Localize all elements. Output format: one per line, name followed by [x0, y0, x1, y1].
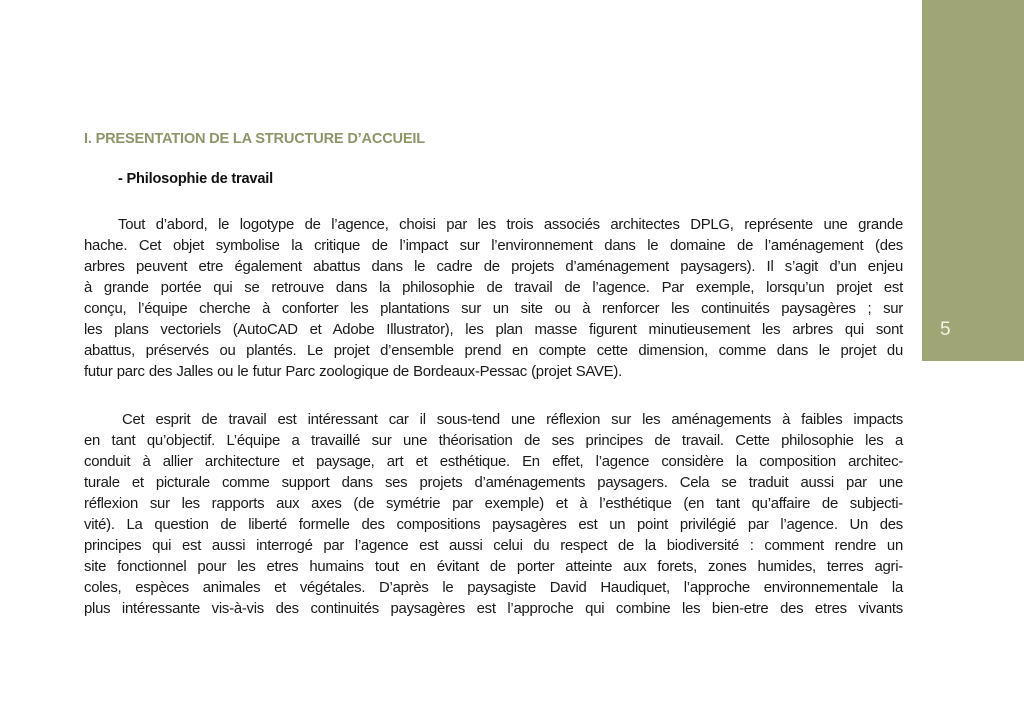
text-line: les plans vectoriels (AutoCAD et Adobe Illustrator), les plan masse figurent minutieusement les arbres qui sont — [84, 322, 903, 338]
page-side-band — [922, 0, 1024, 361]
paragraph-1 — [84, 215, 903, 383]
text-line: à grande portée qui se retrouve dans la philosophie de travail de l’agence. Par exemple, lorsqu’un projet est — [84, 280, 903, 296]
text-line: site fonctionnel pour les etres humains tout en évitant de porter atteinte aux forets, zones humides, terres agri- — [84, 559, 903, 575]
text-line: conçu, l’équipe cherche à conforter les plantations sur un site ou à renforcer les continuités paysagères ; sur — [84, 301, 903, 317]
text-line: arbres peuvent etre également abattus dans le cadre de projets d’aménagement paysagers). Il s’agit d’un enjeu — [84, 259, 903, 275]
text-line: turale et picturale comme support dans ses projets d’aménagements paysagers. Cela se traduit aussi par une — [84, 475, 903, 491]
text-line: réflexion sur les rapports aux axes (de symétrie par exemple) et à l’esthétique (en tant qu’affaire de subjecti- — [84, 496, 903, 512]
text-line: hache. Cet objet symbolise la critique de l’impact sur l’environnement dans le domaine de l’aménagement (des — [84, 238, 903, 254]
text-line: futur parc des Jalles ou le futur Parc zoologique de Bordeaux-Pessac (projet SAVE). — [84, 364, 622, 380]
text-line: abattus, préservés ou plantés. Le projet d’ensemble prend en compte cette dimension, comme dans le projet du — [84, 343, 903, 359]
paragraph-2 — [84, 410, 903, 620]
sub-heading: - Philosophie de travail — [118, 171, 273, 187]
text-line: plus intéressante vis-à-vis des continuités paysagères est l’approche qui combine les bien-etre des etres vivants — [84, 601, 903, 617]
text-line: vité). La question de liberté formelle des compositions paysagères est un point privilégié par l’agence. Un des — [84, 517, 903, 533]
text-line: conduit à allier architecture et paysage, art et esthétique. En effet, l’agence considère la composition architec- — [84, 454, 903, 470]
text-line: Tout d’abord, le logotype de l’agence, choisi par les trois associés architectes DPLG, représente une grande — [118, 217, 903, 233]
page-number: 5 — [940, 319, 951, 340]
text-line: en tant qu’objectif. L’équipe a travaillé sur une théorisation de ses principes de travail. Cette philosophie les a — [84, 433, 903, 449]
text-line: Cet esprit de travail est intéressant car il sous-tend une réflexion sur les aménagements à faibles impacts — [122, 412, 903, 428]
text-line: principes qui est aussi interrogé par l’agence est aussi celui du respect de la biodiversité : comment rendre un — [84, 538, 903, 554]
text-line: coles, espèces animales et végétales. D’après le paysagiste David Haudiquet, l’approche environnementale la — [84, 580, 903, 596]
section-heading: I. PRESENTATION DE LA STRUCTURE D’ACCUEIL — [84, 131, 425, 147]
